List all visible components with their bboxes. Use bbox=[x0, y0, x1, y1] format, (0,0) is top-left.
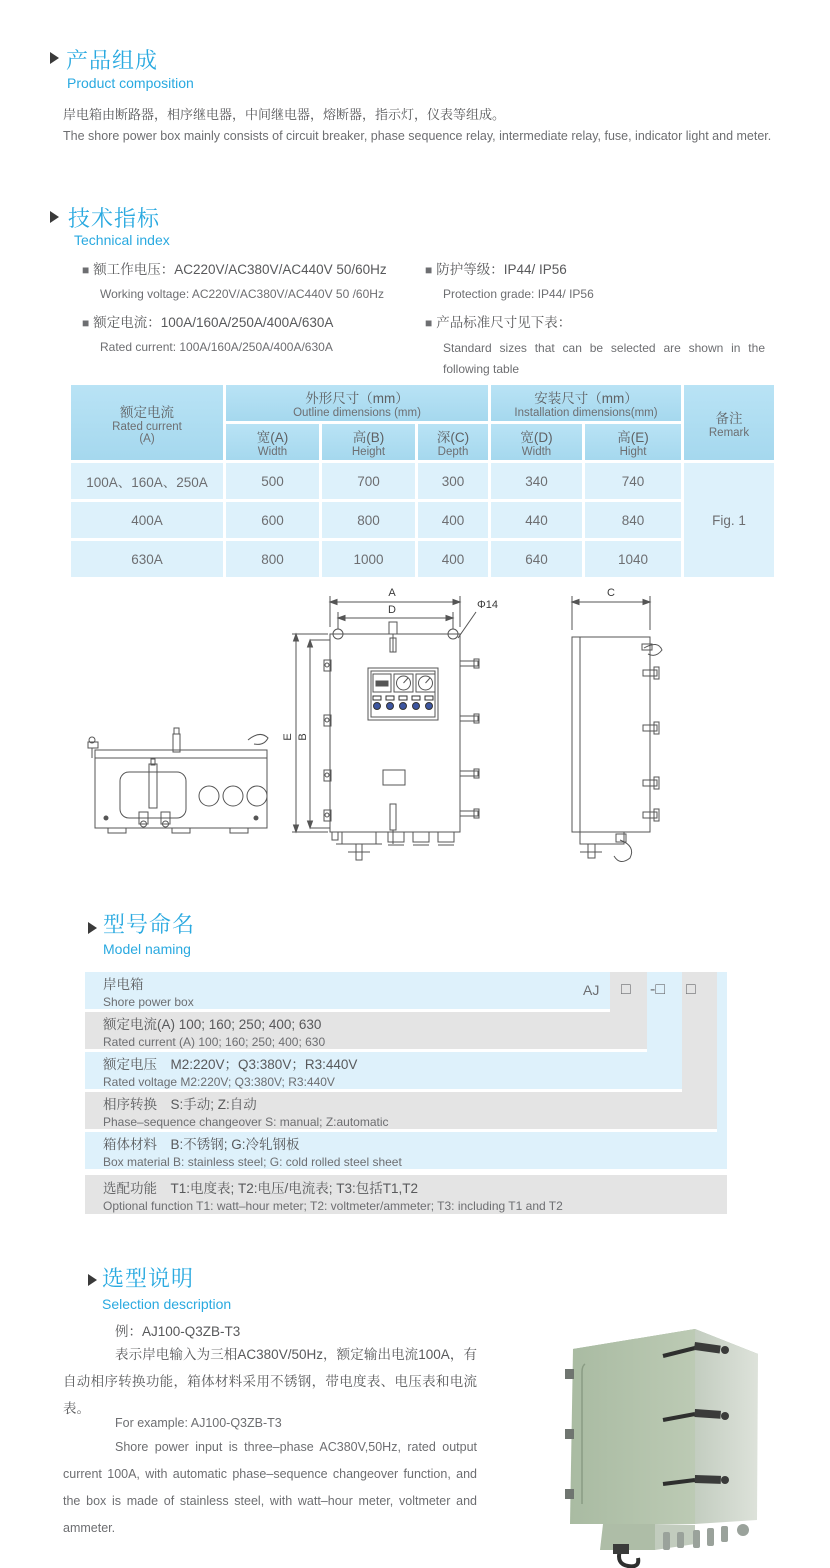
composition-title-zh: 产品组成 bbox=[66, 48, 159, 73]
table-header-rated-current: 额定电流 Rated current (A) bbox=[71, 385, 223, 460]
dim-label-b: B bbox=[297, 733, 309, 741]
table-header-outline: 外形尺寸（mm） Outline dimensions (mm) bbox=[226, 385, 488, 421]
table-subheader-height-e: 高(E) Hight bbox=[585, 424, 681, 460]
selection-desc-zh: 表示岸电输入为三相AC380V/50Hz，额定输出电流100A，有自动相序转换功能，箱体材料采用不锈钢，带电度表、电压表和电流表。 bbox=[63, 1347, 477, 1416]
box-front-face bbox=[570, 1329, 695, 1524]
side-clamps bbox=[643, 667, 659, 821]
spec-zh-text: 额定电流：100A/160A/250A/400A/630A bbox=[93, 315, 334, 330]
model-code-prefix: AJ bbox=[583, 982, 600, 998]
spec-item bbox=[82, 258, 387, 354]
table-row: 630A 800 1000 400 640 1040 bbox=[71, 541, 774, 577]
table-subheader-height-b: 高(B) Height bbox=[322, 424, 415, 460]
section-arrow-icon bbox=[50, 211, 59, 223]
dim-label-e: E bbox=[282, 733, 294, 741]
table-remark-cell: Fig. 1 bbox=[684, 463, 774, 577]
technical-drawing-fig1 bbox=[80, 582, 760, 887]
model-row: 选配功能 T1:电度表; T2:电压/电流表; T3:包括T1,T2 Optional function T1: watt–hour meter; T2: voltmeter/ammeter; T3: including T1 and T2 bbox=[103, 1181, 563, 1213]
technical-title-en: Technical index bbox=[74, 232, 170, 248]
dimensions-table bbox=[68, 382, 777, 580]
model-row: 额定电流(A) 100; 160; 250; 400; 630 Rated current (A) 100; 160; 250; 400; 630 bbox=[103, 1017, 326, 1049]
table-header-installation: 安装尺寸（mm） Installation dimensions(mm) bbox=[491, 385, 681, 421]
section-arrow-icon bbox=[88, 922, 97, 934]
model-naming-diagram bbox=[85, 972, 727, 1214]
section-arrow-icon bbox=[88, 1274, 97, 1286]
selection-title-en: Selection description bbox=[102, 1296, 232, 1312]
spec-item bbox=[425, 258, 765, 380]
box-side-face bbox=[695, 1329, 758, 1524]
model-code-box1: □ bbox=[621, 981, 631, 998]
selection-example-zh: 例：AJ100-Q3ZB-T3 bbox=[115, 1324, 241, 1339]
section-arrow-icon bbox=[50, 52, 59, 64]
side-view bbox=[572, 596, 662, 862]
bottom-latch bbox=[613, 1544, 629, 1554]
composition-title-en: Product composition bbox=[67, 75, 194, 91]
spec-en-text: Protection grade: IP44/ IP56 bbox=[443, 287, 594, 301]
square-bullet-icon: ■ bbox=[425, 263, 433, 277]
model-code-box3: □ bbox=[686, 981, 696, 998]
hole-diameter-label: Φ14 bbox=[477, 599, 499, 611]
spec-en-text: Working voltage: AC220V/AC380V/AC440V 50 /60Hz bbox=[100, 287, 384, 301]
spec-zh-text: 额工作电压：AC220V/AC380V/AC440V 50/60Hz bbox=[93, 262, 387, 277]
model-code-box2: -□ bbox=[650, 981, 665, 998]
selection-title-zh: 选型说明 bbox=[102, 1266, 195, 1291]
dim-label-c: C bbox=[607, 587, 615, 599]
dim-label-d: D bbox=[388, 604, 396, 616]
table-row: 100A、160A、250A 500 700 300 340 740 Fig. 1 bbox=[71, 463, 774, 499]
model-row: 岸电箱 Shore power box bbox=[103, 977, 194, 1009]
meter-panel bbox=[368, 668, 438, 720]
model-naming-title-en: Model naming bbox=[103, 941, 191, 957]
square-bullet-icon: ■ bbox=[82, 263, 90, 277]
dim-label-a: A bbox=[388, 587, 396, 599]
spec-zh-text: 防护等级：IP44/ IP56 bbox=[436, 262, 567, 277]
table-subheader-width-d: 宽(D) Width bbox=[491, 424, 582, 460]
table-header-remark: 备注 Remark bbox=[684, 385, 774, 460]
square-bullet-icon: ■ bbox=[425, 316, 433, 330]
front-view bbox=[292, 596, 479, 860]
table-row: 400A 600 800 400 440 840 bbox=[71, 502, 774, 538]
product-photo bbox=[545, 1292, 807, 1568]
selection-example-en: For example: AJ100-Q3ZB-T3 bbox=[115, 1416, 282, 1430]
spec-zh-text: 产品标准尺寸见下表： bbox=[436, 315, 572, 330]
composition-paragraph-zh: 岸电箱由断路器，相序继电器，中间继电器，熔断器，指示灯，仪表等组成。 bbox=[63, 107, 506, 122]
table-subheader-depth-c: 深(C) Depth bbox=[418, 424, 488, 460]
bottom-pedestal-side bbox=[655, 1524, 695, 1550]
table-subheader-width-a: 宽(A) Width bbox=[226, 424, 319, 460]
clamp-marks bbox=[460, 659, 479, 818]
model-naming-title-zh: 型号命名 bbox=[103, 912, 196, 937]
spec-en-text: Standard sizes that can be selected are shown in the following table bbox=[443, 341, 765, 376]
technical-title-zh: 技术指标 bbox=[68, 206, 161, 231]
bottom-view bbox=[88, 728, 268, 833]
model-row: 箱体材料 B:不锈钢; G:冷轧钢板 Box material B: stainless steel; G: cold rolled steel sheet bbox=[103, 1137, 402, 1169]
model-row: 相序转换 S:手动; Z:自动 Phase–sequence changeover S: manual; Z:automatic bbox=[103, 1097, 389, 1129]
selection-desc-en: Shore power input is three–phase AC380V,50Hz, rated output current 100A, with automatic phase–sequence changeover function, and the box is made of stainless steel, with watt–hour meter, voltmeter and ammeter. bbox=[63, 1440, 477, 1535]
square-bullet-icon: ■ bbox=[82, 316, 90, 330]
model-row: 额定电压 M2:220V；Q3:380V；R3:440V Rated voltage M2:220V; Q3:380V; R3:440V bbox=[103, 1057, 358, 1089]
spec-en-text: Rated current: 100A/160A/250A/400A/630A bbox=[100, 340, 333, 354]
composition-paragraph-en: The shore power box mainly consists of circuit breaker, phase sequence relay, intermediate relay, fuse, indicator light and meter. bbox=[63, 129, 772, 143]
